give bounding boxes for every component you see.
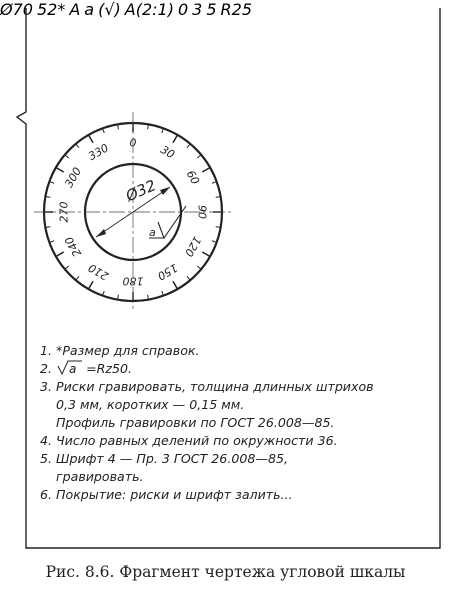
note-4: 4. Число равных делений по окружности 36.: [40, 433, 338, 448]
scale-tick: [89, 135, 94, 143]
scale-label: 180: [122, 274, 144, 288]
scale-label: 60: [183, 168, 202, 187]
roughness-inline-icon: a: [56, 360, 82, 378]
view-a-letter: A: [69, 0, 81, 19]
scale-tick: [202, 168, 210, 173]
diam-32-label: Ø32: [123, 176, 159, 206]
scale-tick: [89, 281, 94, 289]
ref-dimension-label: 52*: [36, 0, 66, 19]
scale-tick: [76, 144, 79, 148]
dial: [34, 112, 232, 312]
scale-label: 0: [129, 136, 137, 150]
scale-tick: [173, 281, 178, 289]
scale-tick: [197, 155, 201, 158]
scale-tick: [187, 276, 190, 280]
scale-label: 210: [86, 260, 111, 283]
diam-32-arrow-a: [96, 229, 106, 237]
scale-label: 30: [158, 143, 177, 162]
scale-label: 120: [181, 234, 204, 259]
scale-tick: [65, 266, 69, 269]
scale-label: 330: [86, 141, 111, 164]
scale-tick: [56, 168, 64, 173]
scale-tick: [173, 135, 178, 143]
scale-tick: [187, 144, 190, 148]
scale-tick: [56, 252, 64, 257]
view-title: A(2:1): [124, 0, 174, 19]
note-2: 2. a =Rz50.: [40, 361, 133, 376]
scale-tick: [65, 155, 69, 158]
scale-tick: [76, 276, 79, 280]
outer-roughness-letter: a: [84, 0, 95, 19]
diam-70-label: Ø70: [0, 0, 33, 19]
scale-tick: [202, 252, 210, 257]
note-1: 1. *Размер для справок.: [40, 343, 200, 358]
dim-3-label: 3: [192, 0, 203, 19]
note-6: 6. Покрытие: риски и шрифт залить...: [40, 487, 293, 502]
scale-label: 240: [62, 234, 85, 259]
dim-5-label: 5: [206, 0, 217, 19]
detail-zero-label: 0: [177, 0, 189, 19]
scale-tick: [197, 266, 201, 269]
scale-label: 270: [57, 201, 71, 223]
note-3: 3. Риски гравировать, толщина длинных штрихов 0,3 мм, коротких — 0,15 мм. Профиль гравировки по ГОСТ 26.008—85.: [40, 379, 374, 430]
scale-label: 90: [195, 205, 209, 219]
diam-32-arrow-b: [160, 187, 170, 195]
note-5: 5. Шрифт 4 — Пр. 3 ГОСТ 26.008—85, гравировать.: [40, 451, 288, 484]
scale-label: 300: [62, 165, 85, 190]
figure-caption: Рис. 8.6. Фрагмент чертежа угловой шкалы: [45, 563, 406, 581]
inner-roughness-letter: a: [149, 226, 156, 239]
r25-label: R25: [220, 0, 252, 19]
scale-label: 150: [155, 260, 180, 283]
notes-list: [40, 342, 440, 504]
roughness-paren: (√): [98, 0, 121, 19]
